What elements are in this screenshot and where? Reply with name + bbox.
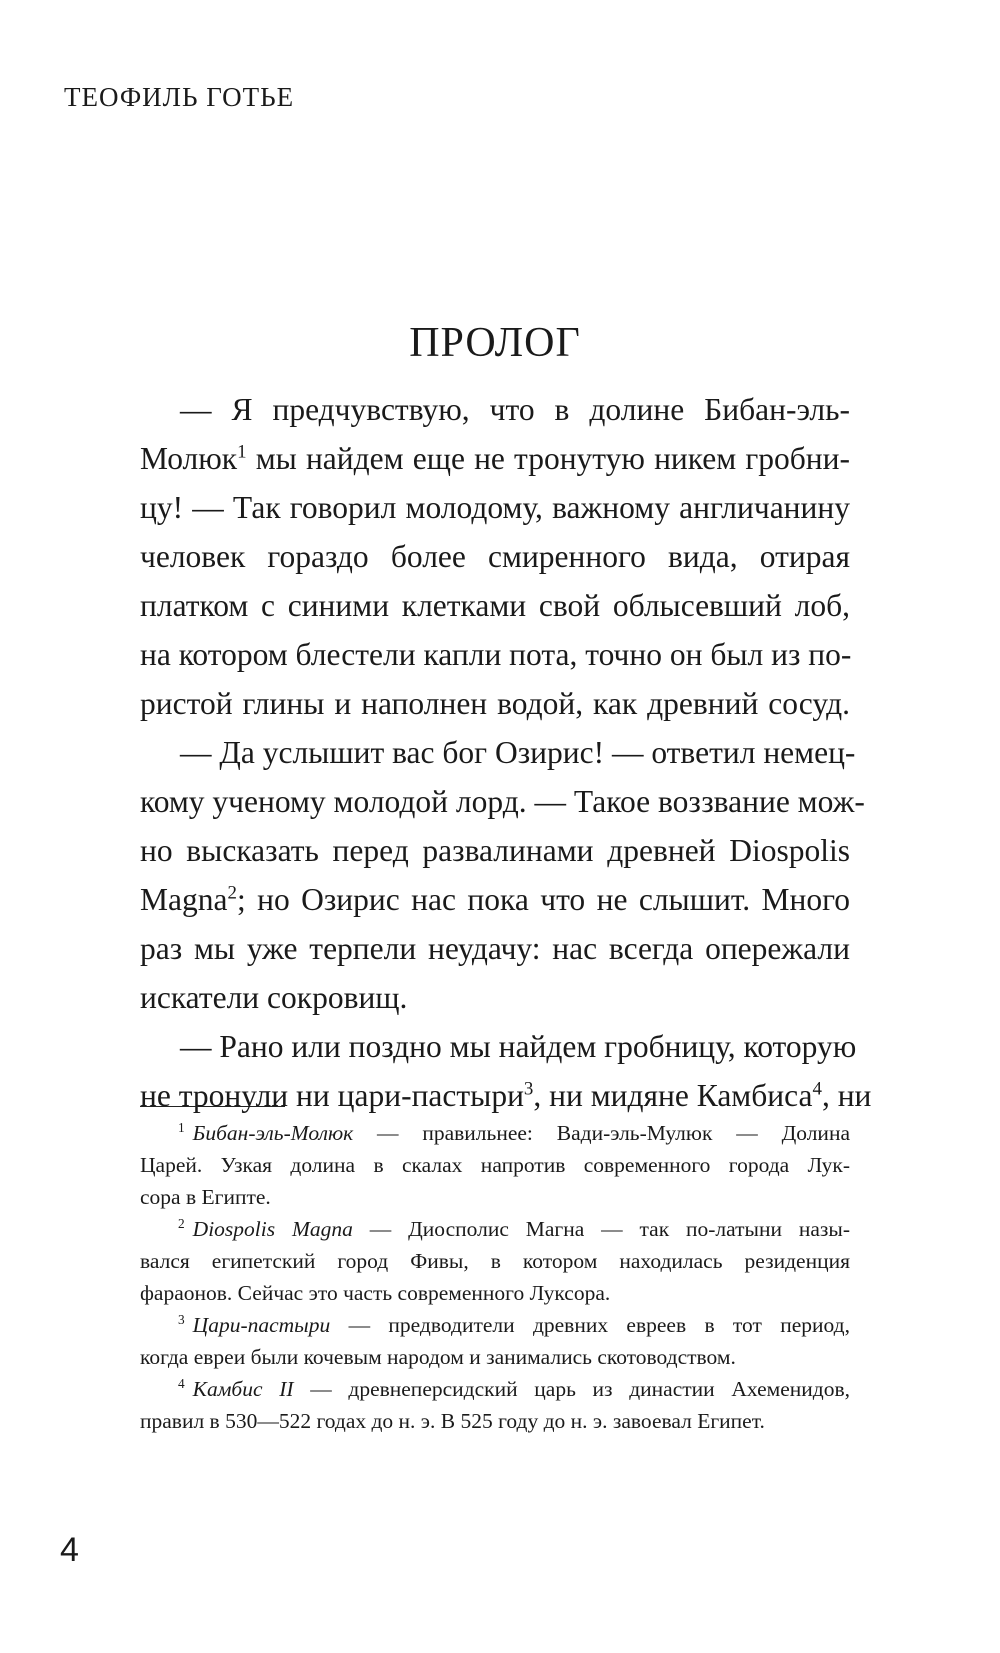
body-line: кому ученому молодой лорд. — Такое воззвание мож- <box>140 784 865 819</box>
body-line: платком с синими клетками свой облысевший лоб, <box>140 588 850 623</box>
body-line: но высказать перед развалинами древней Diospolis <box>140 833 850 868</box>
footnote-number: 3 <box>178 1311 185 1327</box>
body-line: ристой глины и наполнен водой, как древний сосуд. <box>140 686 850 721</box>
body-line: Молюк$^1$ мы найдем еще не тронутую никем гробни- <box>140 441 850 476</box>
footnote-line: правил в 530—522 годах до н. э. В 525 году до н. э. завоевал Египет. <box>140 1409 765 1433</box>
footnote-number: 2 <box>178 1215 185 1231</box>
footnote-line: $^1$ Бибан-эль-Молюк — правильнее: Вади-эль-Мулюк — Долина <box>178 1119 850 1145</box>
body-line: Magna$^2$; но Озирис нас пока что не слышит. Много <box>140 882 850 917</box>
body-line: человек гораздо более смиренного вида, отирая <box>140 539 850 574</box>
body-line: — Рано или поздно мы найдем гробницу, которую <box>180 1029 857 1064</box>
footnote-line: $^4$ Камбис II — древнеперсидский царь из династии Ахеменидов, <box>178 1375 850 1401</box>
footnote-line: вался египетский город Фивы, в котором находилась резиденция <box>140 1249 850 1273</box>
body-line: цу! — Так говорил молодому, важному англичанину <box>140 490 850 525</box>
footnote-number: 4 <box>178 1375 185 1391</box>
running-head: ТЕОФИЛЬ ГОТЬЕ <box>64 82 295 112</box>
footnote-line: $^3$ Цари-пастыри — предводители древних евреев в тот период, <box>178 1311 850 1337</box>
body-line: — Да услышит вас бог Озирис! — ответил немец- <box>180 735 856 770</box>
footnote-line: Царей. Узкая долина в скалах напротив современного города Лук- <box>140 1153 850 1177</box>
body-line: — Я предчувствую, что в долине Бибан-эль- <box>180 392 850 427</box>
body-line: искатели сокровищ. <box>140 980 408 1015</box>
footnote-ref: 2 <box>227 882 237 904</box>
footnote-number: 1 <box>178 1119 185 1135</box>
footnote-ref: 1 <box>237 441 247 463</box>
body-line: раз мы уже терпели неудачу: нас всегда опережали <box>140 931 850 966</box>
footnote-line: когда евреи были кочевым народом и занимались скотоводством. <box>140 1345 736 1369</box>
footnote-line: $^2$ Diospolis Magna — Диосполис Магна — так по-латыни назы- <box>178 1215 851 1241</box>
chapter-title: ПРОЛОГ <box>409 320 581 366</box>
page-number: 4 <box>60 1531 79 1569</box>
footnote-line: сора в Египте. <box>140 1185 271 1209</box>
footnote-ref: 3 <box>523 1078 534 1100</box>
body-line: не тронули ни цари-пастыри$^3$, ни мидяне Камбиса$^4$, ни <box>140 1078 872 1113</box>
footnote-ref: 4 <box>812 1078 822 1100</box>
body-line: на котором блестели капли пота, точно он был из по- <box>140 637 852 672</box>
footnote-separator <box>140 1106 285 1107</box>
footnote-line: фараонов. Сейчас это часть современного Луксора. <box>140 1281 611 1305</box>
